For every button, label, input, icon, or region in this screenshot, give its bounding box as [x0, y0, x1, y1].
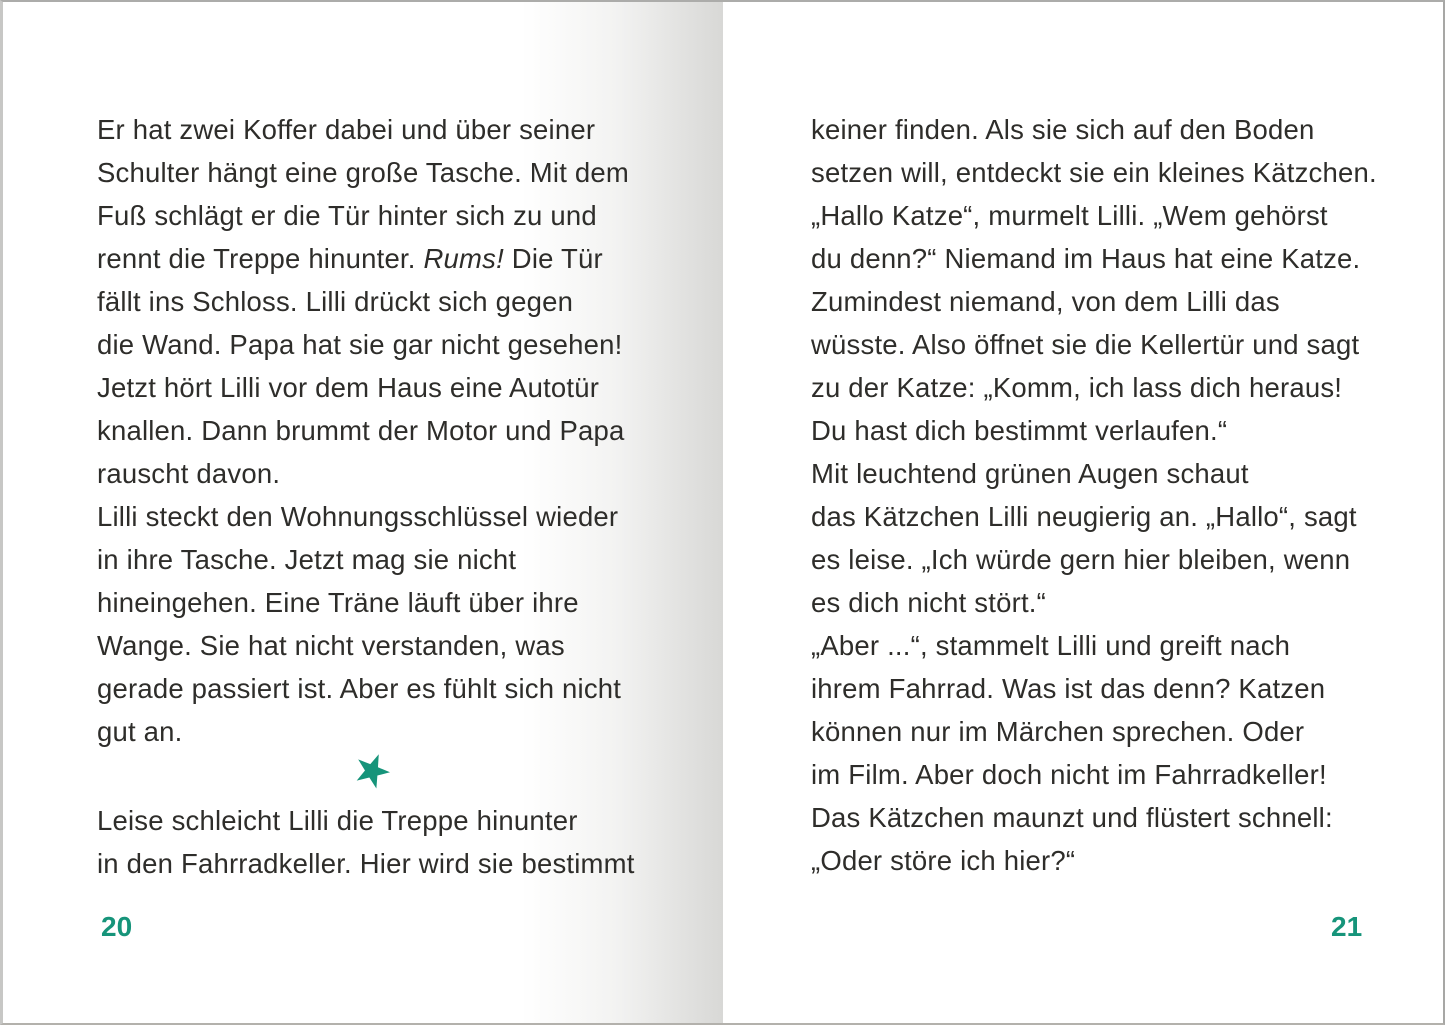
text-line: rauscht davon. [97, 458, 281, 489]
text-line: in ihre Tasche. Jetzt mag sie nicht [97, 544, 517, 575]
text-line: Schulter hängt eine große Tasche. Mit dem [97, 157, 630, 188]
text-line: Mit leuchtend grünen Augen schaut [811, 458, 1249, 489]
text-line: Du hast dich bestimmt verlaufen.“ [811, 415, 1228, 446]
text-line: ihrem Fahrrad. Was ist das denn? Katzen [811, 673, 1326, 704]
text-segment: Die Tür [503, 243, 603, 274]
right-page-text [811, 108, 1391, 882]
text-line: die Wand. Papa hat sie gar nicht gesehen! [97, 329, 623, 360]
text-line: Leise schleicht Lilli die Treppe hinunter [97, 805, 578, 836]
text-line: fällt ins Schloss. Lilli drückt sich gegen [97, 286, 574, 317]
text-line [97, 237, 647, 280]
page-number-right: 21 [1331, 911, 1363, 942]
page-number-left: 20 [101, 911, 133, 942]
text-line: Lilli steckt den Wohnungsschlüssel wieder [97, 501, 619, 532]
text-line: knallen. Dann brummt der Motor und Papa [97, 415, 625, 446]
text-line: Zumindest niemand, von dem Lilli das [811, 286, 1280, 317]
text-line: Wange. Sie hat nicht verstanden, was [97, 630, 565, 661]
text-line: können nur im Märchen sprechen. Oder [811, 716, 1305, 747]
text-line: „Hallo Katze“, murmelt Lilli. „Wem gehörst [811, 200, 1328, 231]
left-page [3, 2, 723, 1023]
text-line: in den Fahrradkeller. Hier wird sie bestimmt [97, 848, 635, 879]
text-line: Fuß schlägt er die Tür hinter sich zu und [97, 200, 597, 231]
text-line: es dich nicht stört.“ [811, 587, 1046, 618]
left-page-text [97, 108, 647, 885]
text-line: gut an. [97, 716, 183, 747]
text-segment-italic: Rums! [423, 243, 504, 274]
text-line: zu der Katze: „Komm, ich lass dich heraus! [811, 372, 1343, 403]
text-line: Das Kätzchen maunzt und flüstert schnell: [811, 802, 1333, 833]
text-line: setzen will, entdeckt sie ein kleines Kätzchen. [811, 157, 1377, 188]
text-line: im Film. Aber doch nicht im Fahrradkeller! [811, 759, 1327, 790]
text-line: hineingehen. Eine Träne läuft über ihre [97, 587, 579, 618]
text-line: du denn?“ Niemand im Haus hat eine Katze. [811, 243, 1361, 274]
text-line: keiner finden. Als sie sich auf den Boden [811, 114, 1315, 145]
text-line: „Oder störe ich hier?“ [811, 845, 1076, 876]
star-icon [353, 752, 391, 790]
text-line: gerade passiert ist. Aber es fühlt sich nicht [97, 673, 622, 704]
text-line: Jetzt hört Lilli vor dem Haus eine Autotür [97, 372, 600, 403]
section-break [97, 753, 647, 799]
text-line: Er hat zwei Koffer dabei und über seiner [97, 114, 596, 145]
text-line: es leise. „Ich würde gern hier bleiben, wenn [811, 544, 1351, 575]
text-segment: rennt die Treppe hinunter. [97, 243, 424, 274]
text-line: „Aber ...“, stammelt Lilli und greift nach [811, 630, 1291, 661]
text-line: wüsste. Also öffnet sie die Kellertür und sagt [811, 329, 1360, 360]
right-page [723, 2, 1443, 1023]
text-line: das Kätzchen Lilli neugierig an. „Hallo“, sagt [811, 501, 1357, 532]
